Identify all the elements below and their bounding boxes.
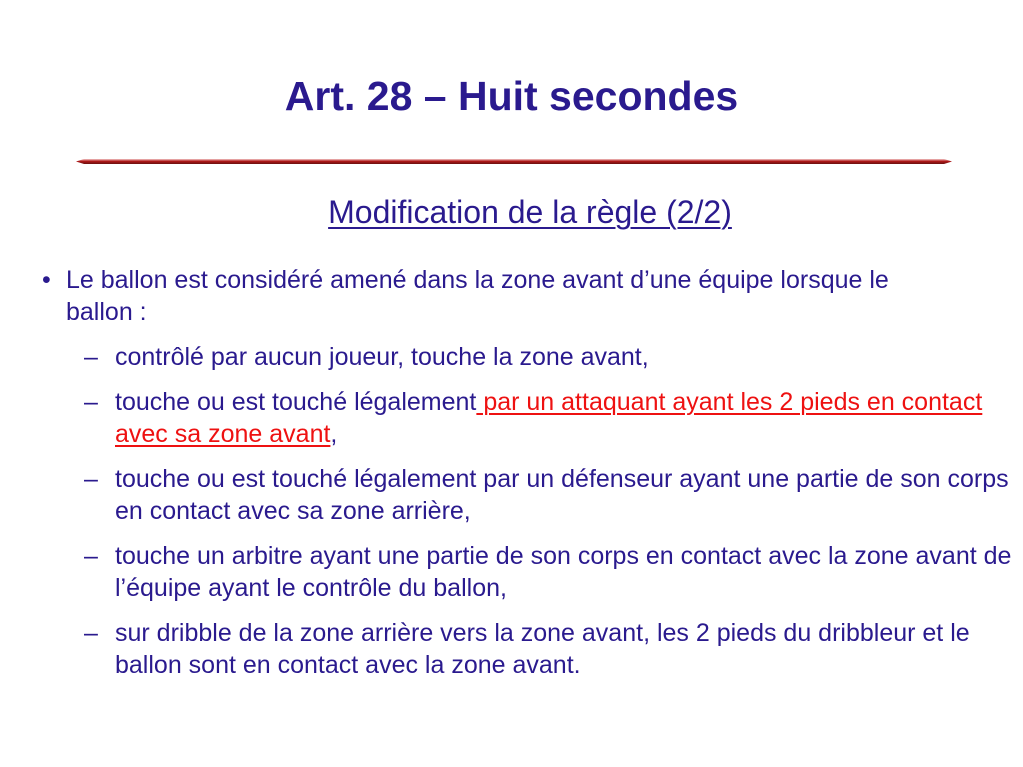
highlighted-text: par un attaquant ayant les 2 pieds en contact avec sa zone avant (115, 388, 983, 448)
sub-item-text: touche ou est touché légalement par un défenseur ayant une partie de son corps en contact avec sa zone arrière, (115, 465, 1009, 525)
sub-item-5 (0, 617, 1021, 681)
bullet-icon: • (42, 266, 51, 294)
dash-icon: – (84, 542, 98, 570)
dash-icon: – (84, 343, 98, 371)
sub-item-text: touche un arbitre ayant une partie de son corps en contact avec la zone avant de l’équipe ayant le contrôle du ballon, (115, 542, 1012, 602)
slide-body (0, 264, 1023, 681)
title-divider-line (76, 158, 952, 165)
sub-item-3 (0, 463, 1021, 527)
sub-item-text: contrôlé par aucun joueur, touche la zone avant, (115, 343, 649, 371)
sub-item-1 (0, 341, 1021, 373)
slide-title: Art. 28 – Huit secondes (284, 73, 739, 119)
dash-icon: – (84, 388, 98, 416)
sub-item-text: sur dribble de la zone arrière vers la zone avant, les 2 pieds du dribbleur et le ballon sont en contact avec la zone avant. (115, 619, 970, 679)
sub-item-4 (0, 540, 1021, 604)
main-bullet (0, 264, 956, 328)
sub-item-text: touche ou est touché légalement (115, 388, 477, 416)
main-bullet-text: Le ballon est considéré amené dans la zone avant d’une équipe lorsque le ballon : (66, 266, 889, 326)
sub-item-2 (0, 386, 1021, 450)
sub-item-text-end: , (330, 420, 338, 448)
slide-subtitle: Modification de la règle (2/2) (328, 194, 732, 230)
dash-icon: – (84, 619, 98, 647)
dash-icon: – (84, 465, 98, 493)
